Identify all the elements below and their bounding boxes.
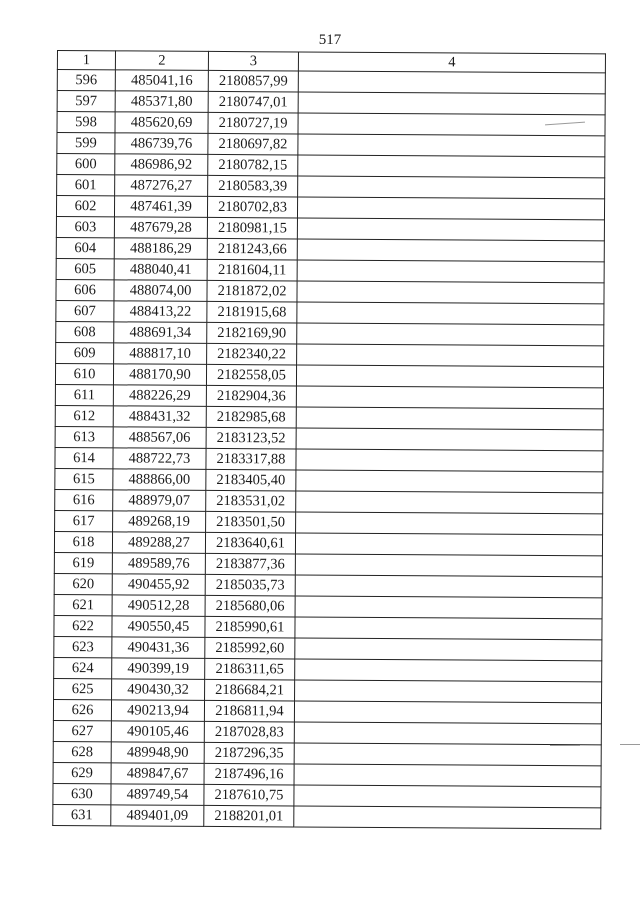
point-number-cell: 629 — [53, 762, 111, 783]
notes-cell — [295, 638, 602, 661]
notes-cell — [297, 218, 604, 241]
point-number-cell: 600 — [57, 154, 115, 175]
table-row — [56, 279, 604, 303]
point-number-cell: 619 — [54, 552, 112, 573]
x-coordinate-cell: 489401,09 — [111, 805, 204, 827]
notes-cell — [297, 281, 604, 304]
table-row — [55, 405, 603, 429]
point-number-cell: 604 — [56, 237, 114, 258]
notes-cell — [294, 722, 601, 745]
table-row — [57, 112, 605, 136]
x-coordinate-cell: 485620,69 — [115, 112, 208, 134]
notes-cell — [298, 92, 605, 115]
point-number-cell: 596 — [57, 70, 115, 91]
y-coordinate-cell: 2187496,16 — [204, 763, 294, 785]
table-row — [55, 510, 603, 534]
x-coordinate-cell: 487461,39 — [114, 196, 207, 218]
point-number-cell: 602 — [56, 196, 114, 217]
notes-cell — [298, 155, 605, 178]
notes-cell — [297, 344, 604, 367]
notes-cell — [296, 512, 603, 535]
y-coordinate-cell: 2180583,39 — [208, 175, 298, 197]
table-row — [57, 133, 605, 157]
table-row — [53, 783, 601, 807]
point-number-cell: 626 — [53, 699, 111, 720]
point-number-cell: 627 — [53, 720, 111, 741]
y-coordinate-cell: 2185990,61 — [205, 616, 295, 638]
point-number-cell: 599 — [57, 133, 115, 154]
point-number-cell: 616 — [55, 489, 113, 510]
y-coordinate-cell: 2182558,05 — [206, 364, 296, 386]
column-header: 1 — [57, 51, 115, 70]
notes-cell — [295, 596, 602, 619]
point-number-cell: 631 — [53, 804, 111, 825]
x-coordinate-cell: 485041,16 — [115, 70, 208, 92]
y-coordinate-cell: 2183877,36 — [205, 553, 295, 575]
y-coordinate-cell: 2183405,40 — [206, 469, 296, 491]
point-number-cell: 628 — [53, 741, 111, 762]
x-coordinate-cell: 488074,00 — [114, 280, 207, 302]
notes-cell — [295, 659, 602, 682]
table-row — [53, 699, 601, 723]
table-row — [57, 70, 605, 94]
notes-cell — [295, 575, 602, 598]
y-coordinate-cell: 2182340,22 — [207, 343, 297, 365]
point-number-cell: 608 — [56, 321, 114, 342]
y-coordinate-cell: 2185680,06 — [205, 595, 295, 617]
point-number-cell: 597 — [57, 91, 115, 112]
point-number-cell: 614 — [55, 447, 113, 468]
y-coordinate-cell: 2187610,75 — [204, 784, 294, 806]
y-coordinate-cell: 2186684,21 — [205, 679, 295, 701]
table-row — [54, 657, 602, 681]
table-body — [53, 70, 606, 829]
coordinates-table — [52, 50, 606, 829]
table-row — [54, 573, 602, 597]
table-row — [55, 363, 603, 387]
x-coordinate-cell: 488040,41 — [114, 259, 207, 281]
x-coordinate-cell: 489948,90 — [111, 742, 204, 764]
y-coordinate-cell: 2180782,15 — [208, 154, 298, 176]
table-row — [55, 489, 603, 513]
x-coordinate-cell: 490431,36 — [112, 637, 205, 659]
y-coordinate-cell: 2180697,82 — [208, 133, 298, 155]
x-coordinate-cell: 490399,19 — [112, 658, 205, 680]
point-number-cell: 613 — [55, 426, 113, 447]
x-coordinate-cell: 489847,67 — [111, 763, 204, 785]
notes-cell — [296, 428, 603, 451]
point-number-cell: 601 — [57, 175, 115, 196]
point-number-cell: 598 — [57, 112, 115, 133]
point-number-cell: 621 — [54, 594, 112, 615]
x-coordinate-cell: 490550,45 — [112, 616, 205, 638]
notes-cell — [297, 302, 604, 325]
x-coordinate-cell: 488722,73 — [113, 448, 206, 470]
x-coordinate-cell: 490455,92 — [112, 574, 205, 596]
x-coordinate-cell: 488431,32 — [113, 406, 206, 428]
notes-cell — [294, 785, 601, 808]
y-coordinate-cell: 2187296,35 — [204, 742, 294, 764]
y-coordinate-cell: 2186311,65 — [205, 658, 295, 680]
point-number-cell: 625 — [54, 678, 112, 699]
x-coordinate-cell: 490430,32 — [112, 679, 205, 701]
notes-cell — [296, 386, 603, 409]
y-coordinate-cell: 2183640,61 — [205, 532, 295, 554]
table-row — [54, 531, 602, 555]
y-coordinate-cell: 2183123,52 — [206, 427, 296, 449]
page-number: 517 — [318, 32, 342, 48]
notes-cell — [296, 470, 603, 493]
notes-cell — [294, 806, 601, 829]
table-row — [57, 154, 605, 178]
table-row — [55, 426, 603, 450]
point-number-cell: 607 — [56, 300, 114, 321]
y-coordinate-cell: 2181243,66 — [207, 238, 297, 260]
notes-cell — [295, 617, 602, 640]
y-coordinate-cell: 2187028,83 — [204, 721, 294, 743]
x-coordinate-cell: 489268,19 — [113, 511, 206, 533]
x-coordinate-cell: 488817,10 — [114, 343, 207, 365]
notes-cell — [296, 365, 603, 388]
x-coordinate-cell: 489288,27 — [112, 532, 205, 554]
point-number-cell: 630 — [53, 783, 111, 804]
column-header: 2 — [115, 51, 208, 71]
notes-cell — [297, 239, 604, 262]
notes-cell — [295, 554, 602, 577]
x-coordinate-cell: 485371,80 — [115, 91, 208, 113]
table-row — [56, 300, 604, 324]
table-row — [57, 175, 605, 199]
column-header: 4 — [298, 52, 605, 73]
table-row — [55, 447, 603, 471]
notes-cell — [297, 197, 604, 220]
x-coordinate-cell: 487679,28 — [114, 217, 207, 239]
point-number-cell: 618 — [54, 531, 112, 552]
y-coordinate-cell: 2181604,11 — [207, 259, 297, 281]
x-coordinate-cell: 490105,46 — [111, 721, 204, 743]
table-row — [56, 216, 604, 240]
table-row — [56, 237, 604, 261]
point-number-cell: 612 — [55, 405, 113, 426]
y-coordinate-cell: 2185992,60 — [205, 637, 295, 659]
table-row — [54, 594, 602, 618]
y-coordinate-cell: 2183531,02 — [206, 490, 296, 512]
x-coordinate-cell: 489749,54 — [111, 784, 204, 806]
x-coordinate-cell: 488691,34 — [114, 322, 207, 344]
y-coordinate-cell: 2182985,68 — [206, 406, 296, 428]
table-row — [54, 636, 602, 660]
notes-cell — [295, 533, 602, 556]
x-coordinate-cell: 489589,76 — [112, 553, 205, 575]
table-row — [53, 720, 601, 744]
x-coordinate-cell: 490213,94 — [111, 700, 204, 722]
table-row — [56, 258, 604, 282]
point-number-cell: 606 — [56, 279, 114, 300]
point-number-cell: 615 — [55, 468, 113, 489]
table-row — [56, 342, 604, 366]
x-coordinate-cell: 488567,06 — [113, 427, 206, 449]
x-coordinate-cell: 488866,00 — [113, 469, 206, 491]
point-number-cell: 603 — [56, 216, 114, 237]
notes-cell — [298, 176, 605, 199]
y-coordinate-cell: 2182904,36 — [206, 385, 296, 407]
notes-cell — [294, 701, 601, 724]
table-row — [54, 615, 602, 639]
notes-cell — [298, 71, 605, 94]
notes-cell — [294, 764, 601, 787]
point-number-cell: 620 — [54, 573, 112, 594]
notes-cell — [296, 449, 603, 472]
table-row — [55, 468, 603, 492]
y-coordinate-cell: 2182169,90 — [207, 322, 297, 344]
table-row — [53, 804, 601, 828]
point-number-cell: 624 — [54, 657, 112, 678]
table-row — [54, 678, 602, 702]
scan-artifact — [620, 744, 640, 745]
x-coordinate-cell: 488979,07 — [113, 490, 206, 512]
x-coordinate-cell: 488226,29 — [113, 385, 206, 407]
x-coordinate-cell: 488186,29 — [114, 238, 207, 260]
x-coordinate-cell: 488413,22 — [114, 301, 207, 323]
y-coordinate-cell: 2181872,02 — [207, 280, 297, 302]
x-coordinate-cell: 486986,92 — [115, 154, 208, 176]
y-coordinate-cell: 2183501,50 — [206, 511, 296, 533]
point-number-cell: 617 — [55, 510, 113, 531]
notes-cell — [296, 491, 603, 514]
notes-cell — [297, 260, 604, 283]
point-number-cell: 605 — [56, 258, 114, 279]
table-row — [56, 196, 604, 220]
y-coordinate-cell: 2180747,01 — [208, 91, 298, 113]
table-row — [53, 762, 601, 786]
notes-cell — [297, 323, 604, 346]
notes-cell — [298, 134, 605, 157]
y-coordinate-cell: 2180702,83 — [207, 196, 297, 218]
table-row — [56, 321, 604, 345]
y-coordinate-cell: 2186811,94 — [204, 700, 294, 722]
table-row — [57, 91, 605, 115]
notes-cell — [295, 680, 602, 703]
point-number-cell: 622 — [54, 615, 112, 636]
y-coordinate-cell: 2181915,68 — [207, 301, 297, 323]
point-number-cell: 623 — [54, 636, 112, 657]
table-row — [54, 552, 602, 576]
table-row — [55, 384, 603, 408]
point-number-cell: 611 — [55, 384, 113, 405]
point-number-cell: 609 — [56, 342, 114, 363]
y-coordinate-cell: 2185035,73 — [205, 574, 295, 596]
column-header: 3 — [208, 51, 298, 71]
notes-cell — [296, 407, 603, 430]
x-coordinate-cell: 487276,27 — [115, 175, 208, 197]
point-number-cell: 610 — [55, 363, 113, 384]
y-coordinate-cell: 2188201,01 — [204, 805, 294, 827]
x-coordinate-cell: 490512,28 — [112, 595, 205, 617]
notes-cell — [294, 743, 601, 766]
y-coordinate-cell: 2180727,19 — [208, 112, 298, 134]
x-coordinate-cell: 486739,76 — [115, 133, 208, 155]
table-row — [53, 741, 601, 765]
y-coordinate-cell: 2180857,99 — [208, 70, 298, 92]
x-coordinate-cell: 488170,90 — [113, 364, 206, 386]
y-coordinate-cell: 2180981,15 — [207, 217, 297, 239]
y-coordinate-cell: 2183317,88 — [206, 448, 296, 470]
scan-artifact — [550, 745, 580, 746]
